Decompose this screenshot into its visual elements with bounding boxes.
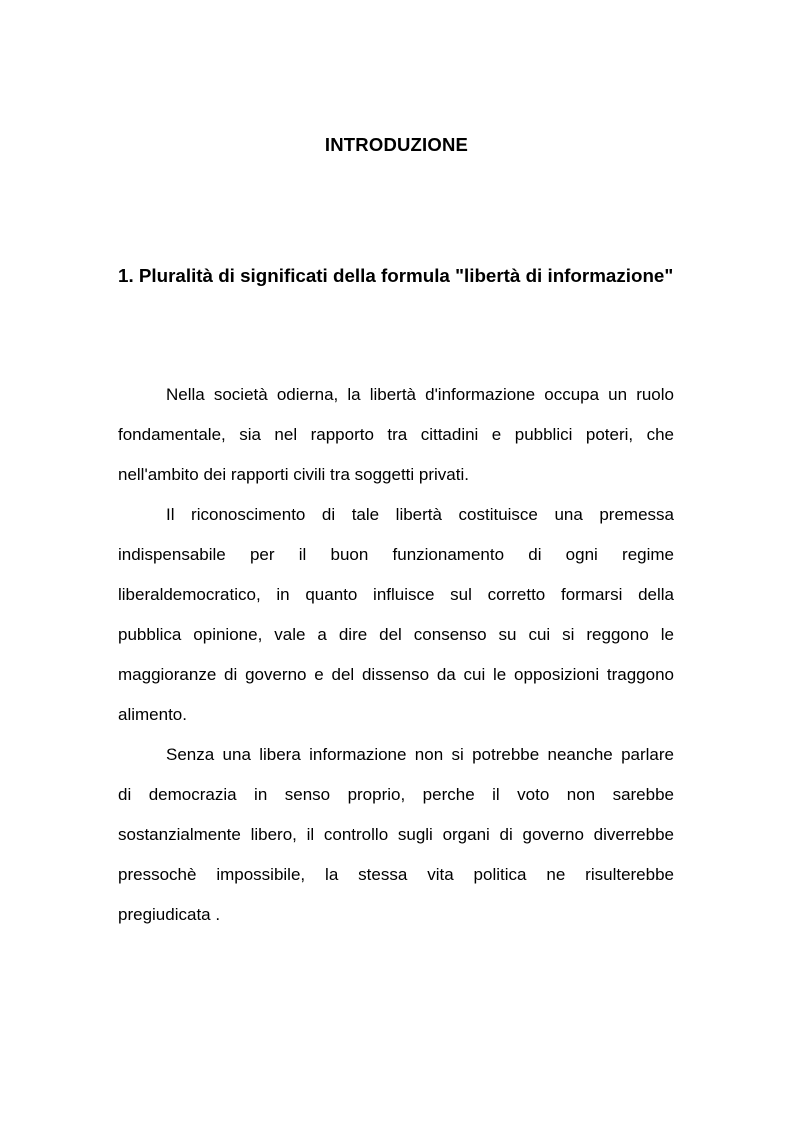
text-line: Nella società odierna, la libertà d'informazione occupa un ruolo	[166, 385, 674, 404]
paragraph	[118, 735, 674, 935]
text-line: nell'ambito dei rapporti civili tra soggetti privati.	[118, 465, 469, 484]
text-line: Senza una libera informazione non si potrebbe neanche parlare	[166, 745, 674, 764]
text-line: Il riconoscimento di tale libertà costituisce una premessa	[166, 505, 674, 524]
text-line: alimento.	[118, 705, 187, 724]
paragraph	[118, 375, 674, 495]
text-line: pubblica opinione, vale a dire del consenso su cui si reggono le	[118, 625, 674, 644]
section-heading: 1. Pluralità di significati della formula "libertà di informazione"	[118, 265, 674, 286]
paragraph	[118, 495, 674, 735]
document-title: INTRODUZIONE	[324, 134, 469, 155]
text-line: fondamentale, sia nel rapporto tra cittadini e pubblici poteri, che	[118, 425, 674, 444]
text-line: pregiudicata .	[118, 905, 221, 924]
text-line: maggioranze di governo e del dissenso da cui le opposizioni traggono	[118, 665, 674, 684]
text-line: di democrazia in senso proprio, perche il voto non sarebbe	[118, 785, 674, 804]
text-line: sostanzialmente libero, il controllo sugli organi di governo diverrebbe	[118, 825, 674, 844]
text-line: pressochè impossibile, la stessa vita politica ne risulterebbe	[118, 865, 674, 884]
text-line: liberaldemocratico, in quanto influisce sul corretto formarsi della	[118, 585, 674, 604]
body-text	[118, 375, 674, 935]
text-line: indispensabile per il buon funzionamento di ogni regime	[118, 545, 674, 564]
